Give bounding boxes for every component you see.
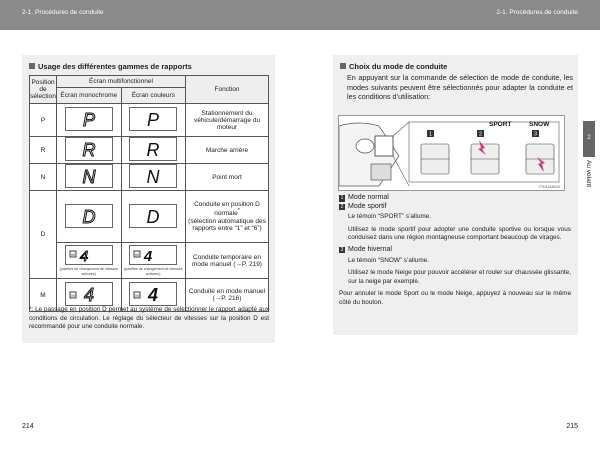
mono-display [65, 204, 113, 228]
switch-1-icon [421, 144, 449, 174]
illus-num-3: 3 [533, 131, 538, 138]
gear-table [29, 75, 269, 312]
row-pos: P [30, 104, 57, 137]
row-function [186, 191, 269, 243]
chapter-number: 2 [587, 135, 591, 141]
left-section-title [29, 62, 192, 71]
mono-glyph: D [82, 206, 96, 227]
header-left: 2-1. Procédures de conduite [22, 9, 104, 16]
right-panel [333, 55, 578, 335]
row-pos: N [30, 164, 57, 191]
table-row [30, 104, 269, 137]
mode-line: Le témoin “SPORT” s’allume. [348, 213, 431, 221]
color-display [129, 107, 177, 131]
mode-number: 1 [340, 195, 344, 201]
mono-display [65, 107, 113, 131]
color-glyph: 4 [148, 285, 159, 305]
modes-list [339, 194, 571, 308]
color-paddle-cell [121, 243, 186, 279]
mono-display [65, 137, 113, 161]
col-position: Position de sélection [30, 76, 57, 104]
list-item [339, 194, 571, 203]
left-panel [22, 55, 275, 343]
mono-display [65, 282, 113, 306]
footnote-marker: * [237, 208, 240, 215]
table-row [30, 243, 269, 279]
right-section-title [340, 62, 447, 71]
square-bullet-icon [340, 63, 346, 69]
mode-name: Mode normal [348, 194, 389, 201]
color-glyph: N [146, 167, 160, 187]
color-glyph: D [146, 206, 160, 227]
row-function: Marche arrière [186, 137, 269, 164]
intro-text: En appuyant sur la commande de sélection de mode de conduite, les modes suivants peuvent être sélectionnés pour adapter la conduite et les conditions d’utilisation: [347, 73, 573, 102]
row-function: Point mort [186, 164, 269, 191]
mode-line: Utilisez le mode sportif pour adopter une conduite sportive ou lorsque vous conduisez dans une région montagneuse comportant beaucoup de virages. [348, 225, 571, 242]
table-row [30, 191, 269, 243]
left-title-text: Usage des différentes gammes de rapports [38, 62, 192, 71]
row-pos: D [30, 191, 57, 279]
list-item [339, 246, 571, 255]
color-glyph: 4 [144, 248, 153, 264]
switch-3-icon [526, 144, 554, 174]
mono-glyph: R [82, 140, 96, 160]
paddle-caption: (palettes de changement de vitesses activées) [59, 267, 119, 276]
col-multi: Écran multifonctionnel [57, 76, 186, 88]
page-number-right: 215 [566, 423, 578, 430]
header-right: 2-1. Procédures de conduite [496, 9, 578, 16]
footnote: *: Le passage en position D permet au système de sélectionner le rapport adapté aux conditions de circulation. Le réglage du sélecteur de vitesses sur la position D est recommandé pour une conduite normale. [29, 306, 269, 331]
mono-display [65, 164, 113, 188]
svg-text:M: M [71, 293, 75, 298]
closing-text: Pour annuler le mode Sport ou le mode Neige, appuyez à nouveau sur le même côté du bouton. [339, 290, 571, 306]
color-display [129, 164, 177, 188]
col-color: Écran couleurs [121, 88, 186, 104]
mono-glyph: 4 [83, 285, 94, 305]
row-pos: R [30, 137, 57, 164]
table-row [30, 137, 269, 164]
paddle-caption: (palettes de changement de vitesses activées) [123, 267, 183, 276]
color-display [129, 137, 177, 161]
col-function: Fonction [186, 76, 269, 104]
illus-num-1: 1 [428, 131, 433, 138]
illus-snow: SNOW [529, 121, 550, 128]
color-display [129, 245, 177, 265]
illus-code: CTH11AN003 [538, 185, 560, 189]
row-function-note: (sélection automatique des rapports entre “1” et “6”) [188, 217, 266, 232]
table-row [30, 164, 269, 191]
console-drawing [339, 116, 564, 190]
color-display [129, 282, 177, 306]
chapter-tab [583, 121, 595, 157]
mode-line: Le témoin “SNOW” s’allume. [348, 256, 429, 264]
mono-display [65, 245, 113, 265]
page-number-left: 214 [22, 423, 34, 430]
mode-switch-illustration [338, 115, 565, 191]
mono-glyph: 4 [79, 248, 88, 264]
col-mono: Écran monochrome [57, 88, 122, 104]
svg-text:M: M [135, 293, 139, 298]
mode-number: 2 [340, 203, 344, 210]
mono-glyph: N [82, 167, 96, 187]
color-glyph: R [146, 140, 160, 160]
chapter-label: Au volant [585, 160, 592, 188]
illus-num-2: 2 [478, 131, 483, 138]
row-pos: M [30, 279, 57, 312]
row-function-text: Conduite en position D normale [194, 201, 260, 218]
mode-number: 3 [340, 246, 344, 253]
mode-line: Utilisez le mode Neige pour pouvoir accélérer et rouler sur chaussée glissante, sur la neige par exemple. [348, 269, 571, 285]
switch-2-icon [471, 140, 499, 174]
color-display [129, 204, 177, 228]
svg-text:M: M [71, 252, 75, 257]
row-function: Conduite en mode manuel (→P. 216) [186, 279, 269, 312]
square-bullet-icon [29, 63, 35, 69]
right-title-text: Choix du mode de conduite [349, 62, 448, 71]
svg-text:M: M [135, 252, 139, 257]
list-item [339, 203, 571, 212]
row-function: Stationnement du véhicule/démarrage du moteur [186, 104, 269, 137]
mode-name: Mode hivernal [348, 245, 392, 253]
row-function: Conduite temporaire en mode manuel (→P. 219) [186, 243, 269, 279]
illus-sport: SPORT [489, 121, 512, 128]
mode-name: Mode sportif [348, 202, 387, 210]
color-glyph: P [147, 110, 160, 130]
mono-glyph: P [82, 110, 95, 130]
mono-paddle-cell [57, 243, 122, 279]
